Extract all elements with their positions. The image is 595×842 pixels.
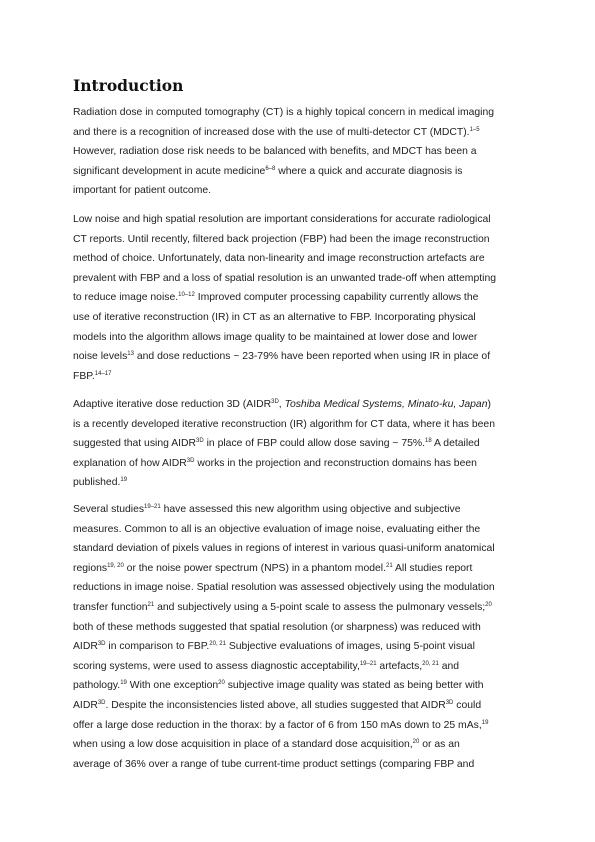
text-run: CT reports. Until recently, filtered back projection (FBP) had been the image reconstruction <box>73 233 490 245</box>
text-line <box>73 347 533 367</box>
text-line <box>73 598 533 618</box>
text-line <box>73 269 533 289</box>
text-line <box>73 454 533 474</box>
text-run: and dose reductions ~ 23-79% have been reported when using IR in place of <box>133 351 491 363</box>
text-run: transfer function <box>73 601 148 613</box>
text-line <box>73 755 533 775</box>
text-run: AIDR <box>73 641 98 653</box>
text-run: With one exception <box>126 680 219 692</box>
citation-superscript: 13 <box>127 351 134 358</box>
text-run: when using a low dose acquisition in place of a standard dose acquisition, <box>73 739 413 751</box>
citation-superscript: 19 <box>120 680 127 687</box>
text-line <box>73 657 533 677</box>
text-run: Several studies <box>73 504 145 515</box>
citation-superscript: 20, 21 <box>209 641 226 648</box>
text-run: pathology. <box>73 680 121 692</box>
text-run: models into the algorithm allows image quality to be maintained at lower dose and lower <box>73 331 478 343</box>
text-line <box>73 520 533 540</box>
text-line <box>73 539 533 559</box>
text-line <box>73 308 533 328</box>
citation-superscript: 10–12 <box>178 292 195 299</box>
text-run: and there is a recognition of increased dose with the use of multi-detector CT (MDCT). <box>73 126 470 138</box>
text-run: have assessed this new algorithm using objective and subjective <box>160 504 461 515</box>
text-run: offer a large dose reduction in the thorax: by a factor of 6 from 150 mAs down to 25 mAs, <box>73 719 482 731</box>
paragraph-4 <box>73 500 533 774</box>
text-line <box>73 230 533 250</box>
text-run: important for patient outcome. <box>73 185 212 197</box>
text-line <box>73 637 533 657</box>
text-line <box>73 142 533 162</box>
citation-superscript: 14–17 <box>94 370 112 377</box>
text-line <box>73 559 533 579</box>
text-line <box>73 676 533 696</box>
text-run: A detailed <box>431 438 480 450</box>
citation-superscript: 19–21 <box>144 504 161 510</box>
citation-superscript: 19 <box>481 719 489 726</box>
text-run: scoring systems, were used to assess diagnostic acceptability, <box>73 660 360 672</box>
italic-text: Toshiba Medical Systems, Minato-ku, Japan <box>284 399 488 410</box>
text-run: method of choice. Unfortunately, data non-linearity and image reconstruction artefacts are <box>73 253 485 265</box>
citation-superscript: 3D <box>196 438 204 445</box>
text-run: explanation of how AIDR <box>73 457 187 469</box>
text-run: published. <box>73 477 121 489</box>
paragraph-2 <box>73 210 533 386</box>
text-run: where a quick and accurate diagnosis is <box>275 165 463 177</box>
text-run: However, radiation dose risk needs to be balanced with benefits, and MDCT has been a <box>73 146 477 158</box>
text-run: or the noise power spectrum (NPS) in a phantom model. <box>123 562 386 574</box>
text-line <box>73 123 533 143</box>
paragraph-3 <box>73 395 533 493</box>
citation-superscript: 19 <box>120 477 128 484</box>
text-run: and subjectively using a 5-point scale to assess the pulmonary vessels; <box>154 601 486 613</box>
citation-superscript: 19, 20 <box>107 562 124 569</box>
text-line <box>73 103 533 123</box>
citation-superscript: 20 <box>485 601 492 608</box>
paragraph-1 <box>73 103 533 201</box>
text-run: is a recently developed iterative reconstruction (IR) algorithm for CT data, where it has been <box>73 418 495 430</box>
text-run: or as an <box>419 739 460 751</box>
citation-superscript: 19–21 <box>359 660 377 667</box>
text-run: . Despite the inconsistencies listed above, all studies suggested that AIDR <box>105 699 446 711</box>
citation-superscript: 20 <box>412 739 420 746</box>
text-line <box>73 434 533 454</box>
citation-superscript: 1–5 <box>469 126 480 133</box>
citation-superscript: 21 <box>147 601 155 608</box>
text-run: could <box>453 699 482 711</box>
text-run: Improved computer processing capability currently allows the <box>194 292 479 304</box>
text-run: average of 36% over a range of tube current-time product settings (comparing FBP and <box>73 758 475 770</box>
text-run: Radiation dose in computed tomography (CT) is a highly topical concern in medical imaging <box>73 107 495 118</box>
text-run: both of these methods suggested that spatial resolution (or sharpness) was reduced with <box>73 621 481 633</box>
text-run: to reduce image noise. <box>73 292 179 304</box>
text-run: Low noise and high spatial resolution are important considerations for accurate radiological <box>73 214 491 225</box>
text-run: subjective image quality was stated as being better with <box>224 680 484 692</box>
text-line <box>73 367 533 387</box>
text-line <box>73 696 533 716</box>
text-run: significant development in acute medicine <box>73 165 266 177</box>
text-run: AIDR <box>73 699 98 711</box>
text-run: Subjective evaluations of images, using 5-point visual <box>225 641 475 653</box>
text-line <box>73 249 533 269</box>
text-run: artefacts, <box>376 660 423 672</box>
citation-superscript: 3D <box>186 457 195 464</box>
text-line <box>73 328 533 348</box>
text-run: All studies report <box>392 562 473 574</box>
citation-superscript: 21 <box>385 562 393 569</box>
text-run: and <box>438 660 460 672</box>
text-run: reductions in image noise. Spatial resolution was assessed objectively using the modulation <box>73 582 495 594</box>
text-run: Adaptive iterative dose reduction 3D (AIDR <box>73 399 272 410</box>
text-run: prevalent with FBP and a loss of spatial resolution is an unwanted trade-off when attempting <box>73 272 496 284</box>
text-line <box>73 181 533 201</box>
text-line <box>73 716 533 736</box>
text-line <box>73 735 533 755</box>
text-run: works in the projection and reconstruction domains has been <box>194 457 477 469</box>
text-line <box>73 288 533 308</box>
text-run: in comparison to FBP. <box>105 641 210 653</box>
text-line <box>73 618 533 638</box>
text-run: use of iterative reconstruction (IR) in CT as an alternative to FBP. Incorporating physical <box>73 311 476 323</box>
text-run: in place of FBP could allow dose saving ~ 75%. <box>203 438 426 450</box>
text-line <box>73 473 533 493</box>
text-line <box>73 210 533 230</box>
text-line <box>73 578 533 598</box>
citation-superscript: 20, 21 <box>422 660 439 667</box>
citation-superscript: 3D <box>97 699 106 706</box>
citation-superscript: 3D <box>271 399 279 405</box>
text-run: ) <box>487 399 491 410</box>
text-run: standard deviation of pixels values in regions of interest in various quasi-uniform anatomical <box>73 543 495 555</box>
citation-superscript: 6–8 <box>265 165 276 172</box>
text-line <box>73 162 533 182</box>
text-run: regions <box>73 562 108 574</box>
text-line <box>73 415 533 435</box>
text-run: , <box>278 399 285 410</box>
text-run: suggested that using AIDR <box>73 438 197 450</box>
text-run: measures. Common to all is an objective evaluation of image noise, evaluating either the <box>73 523 481 535</box>
text-run: noise levels <box>73 351 128 363</box>
citation-superscript: 3D <box>445 699 454 706</box>
citation-superscript: 3D <box>97 641 106 648</box>
citation-superscript: 20 <box>218 680 225 687</box>
text-run: FBP. <box>73 370 95 382</box>
text-line <box>73 395 533 415</box>
text-line <box>73 500 533 520</box>
section-heading: Introduction <box>73 76 184 95</box>
citation-superscript: 18 <box>425 438 432 445</box>
